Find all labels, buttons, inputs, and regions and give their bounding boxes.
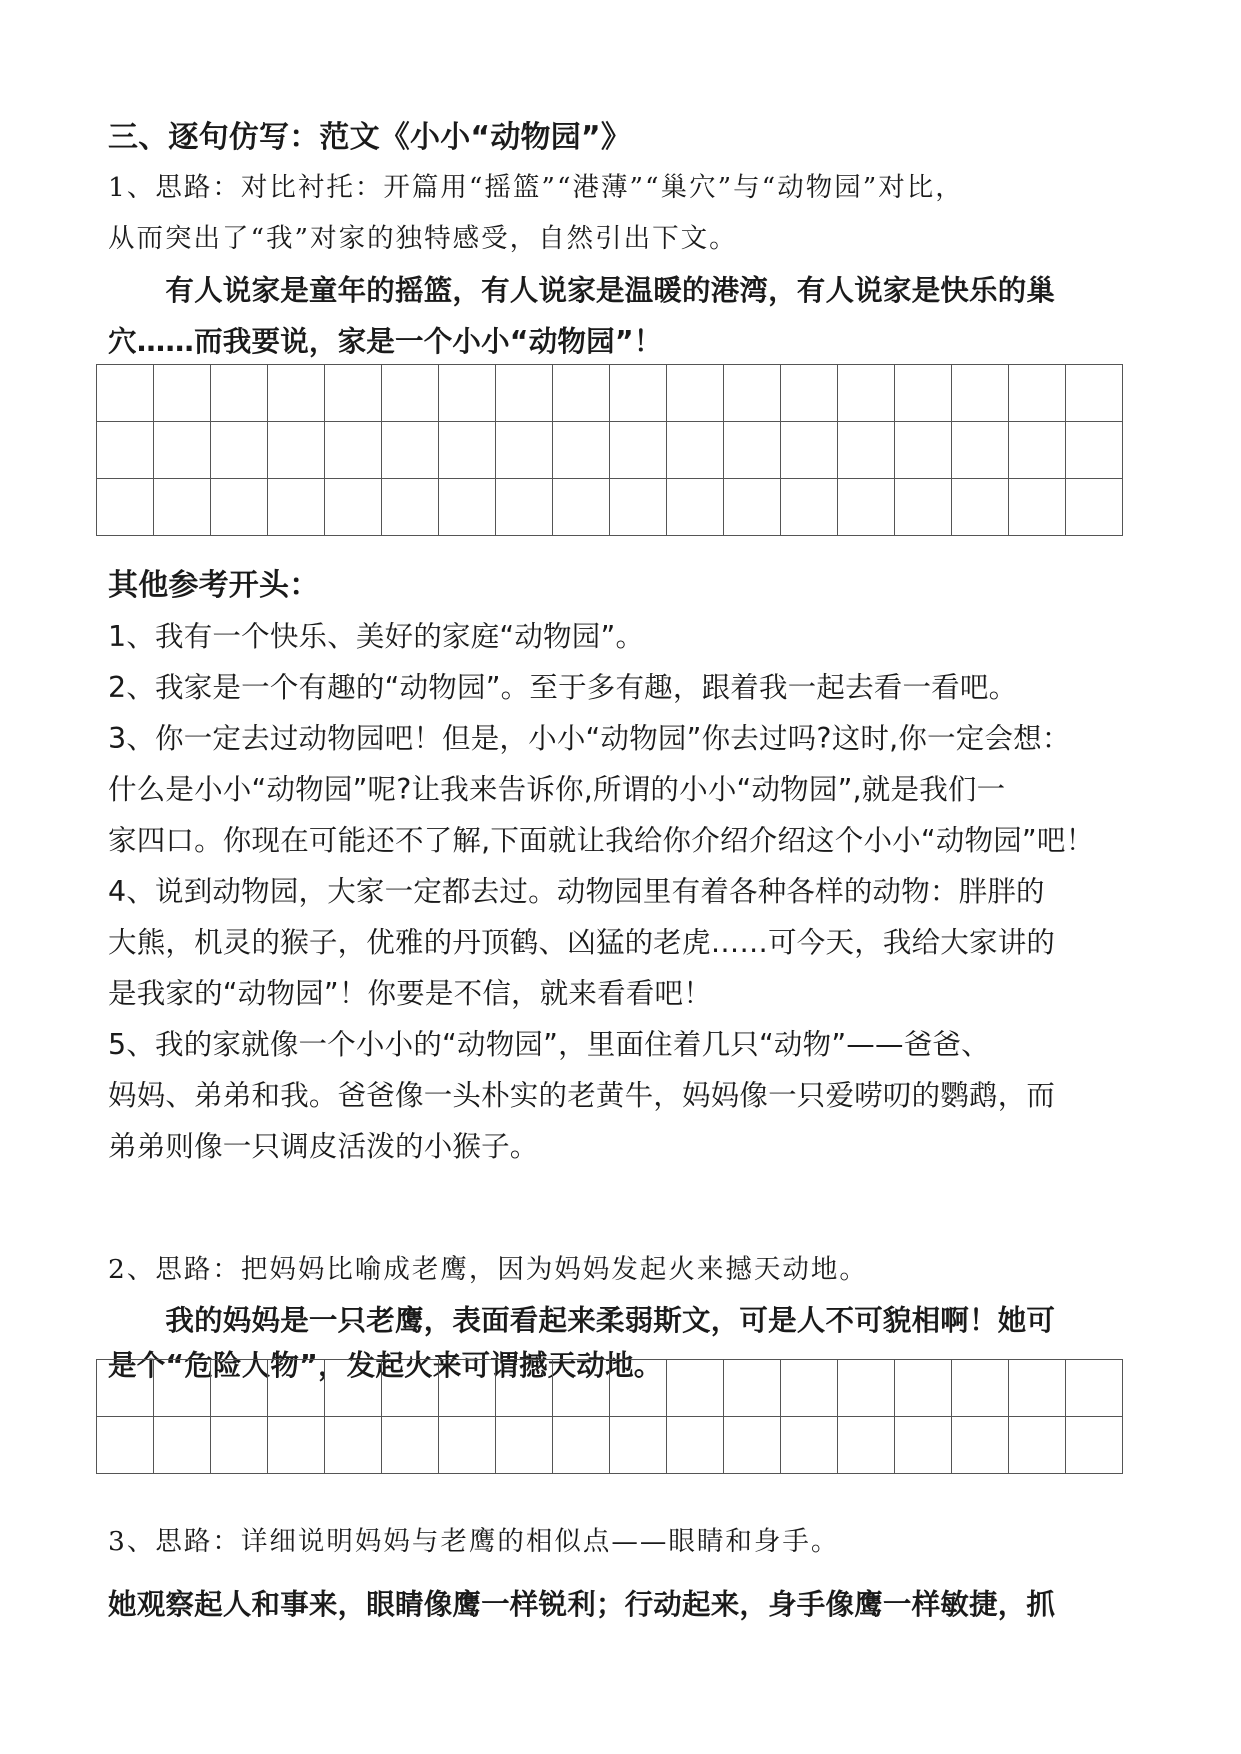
grid-cell[interactable] (154, 365, 211, 422)
grid-cell[interactable] (610, 1417, 667, 1474)
grid-cell[interactable] (154, 1360, 211, 1417)
writing-grid-2[interactable] (96, 1359, 1123, 1474)
grid-cell[interactable] (439, 1417, 496, 1474)
grid-cell[interactable] (1066, 1417, 1123, 1474)
grid-cell[interactable] (496, 479, 553, 536)
grid-cell[interactable] (724, 1360, 781, 1417)
grid-cell[interactable] (439, 1360, 496, 1417)
idea-3: 3、思路：详细说明妈妈与老鹰的相似点——眼睛和身手。 (108, 1526, 840, 1557)
opening-line: 1、我有一个快乐、美好的家庭“动物园”。 (108, 620, 645, 653)
grid-cell[interactable] (724, 422, 781, 479)
grid-cell[interactable] (781, 365, 838, 422)
grid-cell[interactable] (211, 422, 268, 479)
idea-2: 2、思路：把妈妈比喻成老鹰，因为妈妈发起火来撼天动地。 (108, 1254, 868, 1285)
grid-cell[interactable] (1009, 1360, 1066, 1417)
grid-cell[interactable] (268, 422, 325, 479)
grid-cell[interactable] (268, 1417, 325, 1474)
grid-cell[interactable] (439, 365, 496, 422)
grid-cell[interactable] (553, 1360, 610, 1417)
section-title: 三、逐句仿写：范文《小小“动物园”》 (108, 120, 632, 155)
grid-cell[interactable] (97, 422, 154, 479)
grid-cell[interactable] (154, 422, 211, 479)
grid-cell[interactable] (382, 365, 439, 422)
grid-cell[interactable] (1066, 1360, 1123, 1417)
grid-cell[interactable] (496, 1360, 553, 1417)
grid-cell[interactable] (553, 365, 610, 422)
grid-cell[interactable] (97, 365, 154, 422)
opening-line: 5、我的家就像一个小小的“动物园”，里面住着几只“动物”——爸爸、 (108, 1028, 990, 1061)
grid-cell[interactable] (97, 1417, 154, 1474)
grid-cell[interactable] (610, 365, 667, 422)
grid-cell[interactable] (553, 1417, 610, 1474)
grid-cell[interactable] (325, 1417, 382, 1474)
grid-row (97, 1360, 1123, 1417)
opening-line: 大熊，机灵的猴子，优雅的丹顶鹤、凶猛的老虎……可今天，我给大家讲的 (108, 926, 1056, 959)
grid-cell[interactable] (1066, 422, 1123, 479)
grid-cell[interactable] (154, 479, 211, 536)
grid-cell[interactable] (838, 365, 895, 422)
grid-cell[interactable] (1009, 422, 1066, 479)
grid-cell[interactable] (1066, 365, 1123, 422)
grid-cell[interactable] (553, 479, 610, 536)
grid-cell[interactable] (610, 422, 667, 479)
grid-cell[interactable] (211, 365, 268, 422)
grid-cell[interactable] (952, 1417, 1009, 1474)
grid-cell[interactable] (724, 1417, 781, 1474)
grid-cell[interactable] (1009, 1417, 1066, 1474)
grid-row (97, 479, 1123, 536)
grid-cell[interactable] (211, 479, 268, 536)
opening-line: 弟弟则像一只调皮活泼的小猴子。 (108, 1130, 539, 1163)
grid-cell[interactable] (781, 1360, 838, 1417)
grid-cell[interactable] (496, 1417, 553, 1474)
grid-row (97, 365, 1123, 422)
grid-cell[interactable] (382, 1360, 439, 1417)
grid-cell[interactable] (325, 1360, 382, 1417)
grid-cell[interactable] (952, 479, 1009, 536)
grid-cell[interactable] (211, 1360, 268, 1417)
grid-cell[interactable] (952, 1360, 1009, 1417)
grid-cell[interactable] (496, 365, 553, 422)
grid-cell[interactable] (1009, 479, 1066, 536)
grid-cell[interactable] (952, 422, 1009, 479)
grid-cell[interactable] (1066, 479, 1123, 536)
grid-cell[interactable] (838, 422, 895, 479)
grid-cell[interactable] (382, 479, 439, 536)
example-1-line-1: 有人说家是童年的摇篮，有人说家是温暖的港湾，有人说家是快乐的巢 (108, 274, 1056, 307)
grid-row (97, 422, 1123, 479)
grid-cell[interactable] (952, 365, 1009, 422)
opening-line: 什么是小小“动物园”呢?让我来告诉你,所谓的小小“动物园”,就是我们一 (108, 773, 1006, 806)
grid-cell[interactable] (667, 479, 724, 536)
example-1-line-2: 穴……而我要说，家是一个小小“动物园”！ (108, 325, 663, 358)
grid-cell[interactable] (97, 1360, 154, 1417)
grid-cell[interactable] (667, 1417, 724, 1474)
opening-line: 2、我家是一个有趣的“动物园”。至于多有趣，跟着我一起去看一看吧。 (108, 671, 1018, 704)
grid-cell[interactable] (895, 365, 952, 422)
grid-cell[interactable] (781, 422, 838, 479)
grid-cell[interactable] (781, 1417, 838, 1474)
example-3-line-1: 她观察起人和事来，眼睛像鹰一样锐利；行动起来，身手像鹰一样敏捷，抓 (108, 1588, 1056, 1621)
opening-line: 是我家的“动物园”！你要是不信，就来看看吧！ (108, 977, 712, 1010)
grid-cell[interactable] (268, 479, 325, 536)
grid-cell[interactable] (211, 1417, 268, 1474)
opening-line: 3、你一定去过动物园吧！但是，小小“动物园”你去过吗?这时,你一定会想： (108, 722, 1071, 755)
grid-cell[interactable] (268, 365, 325, 422)
grid-cell[interactable] (610, 1360, 667, 1417)
grid-cell[interactable] (382, 1417, 439, 1474)
grid-cell[interactable] (439, 479, 496, 536)
grid-cell[interactable] (895, 1360, 952, 1417)
grid-cell[interactable] (610, 479, 667, 536)
grid-cell[interactable] (724, 365, 781, 422)
grid-cell[interactable] (553, 422, 610, 479)
grid-cell[interactable] (667, 1360, 724, 1417)
grid-cell[interactable] (325, 422, 382, 479)
grid-cell[interactable] (496, 422, 553, 479)
grid-cell[interactable] (325, 365, 382, 422)
grid-cell[interactable] (724, 479, 781, 536)
grid-cell[interactable] (382, 422, 439, 479)
example-2-line-2: 是个“危险人物”，发起火来可谓撼天动地。 (108, 1349, 663, 1382)
grid-cell[interactable] (325, 479, 382, 536)
grid-cell[interactable] (667, 422, 724, 479)
grid-cell[interactable] (439, 422, 496, 479)
grid-cell[interactable] (1009, 365, 1066, 422)
grid-cell[interactable] (838, 1360, 895, 1417)
opening-line: 妈妈、弟弟和我。爸爸像一头朴实的老黄牛，妈妈像一只爱唠叨的鹦鹉，而 (108, 1079, 1056, 1112)
opening-line: 家四口。你现在可能还不了解,下面就让我给你介绍介绍这个小小“动物园”吧！ (108, 824, 1095, 857)
grid-cell[interactable] (838, 479, 895, 536)
idea-1-line-1: 1、思路：对比衬托：开篇用“摇篮”“港薄”“巢穴”与“动物园”对比， (108, 172, 964, 203)
grid-cell[interactable] (154, 1417, 211, 1474)
grid-cell[interactable] (667, 365, 724, 422)
opening-line: 4、说到动物园，大家一定都去过。动物园里有着各种各样的动物：胖胖的 (108, 875, 1045, 908)
grid-row (97, 1417, 1123, 1474)
grid-cell[interactable] (268, 1360, 325, 1417)
grid-cell[interactable] (895, 479, 952, 536)
grid-cell[interactable] (895, 422, 952, 479)
writing-grid-1[interactable] (96, 364, 1123, 536)
grid-cell[interactable] (895, 1417, 952, 1474)
other-openings-title: 其他参考开头： (108, 568, 320, 603)
grid-cell[interactable] (838, 1417, 895, 1474)
idea-1-line-2: 从而突出了“我”对家的独特感受，自然引出下文。 (108, 223, 738, 254)
grid-cell[interactable] (97, 479, 154, 536)
grid-cell[interactable] (781, 479, 838, 536)
example-2-line-1: 我的妈妈是一只老鹰，表面看起来柔弱斯文，可是人不可貌相啊！她可 (108, 1304, 1056, 1337)
